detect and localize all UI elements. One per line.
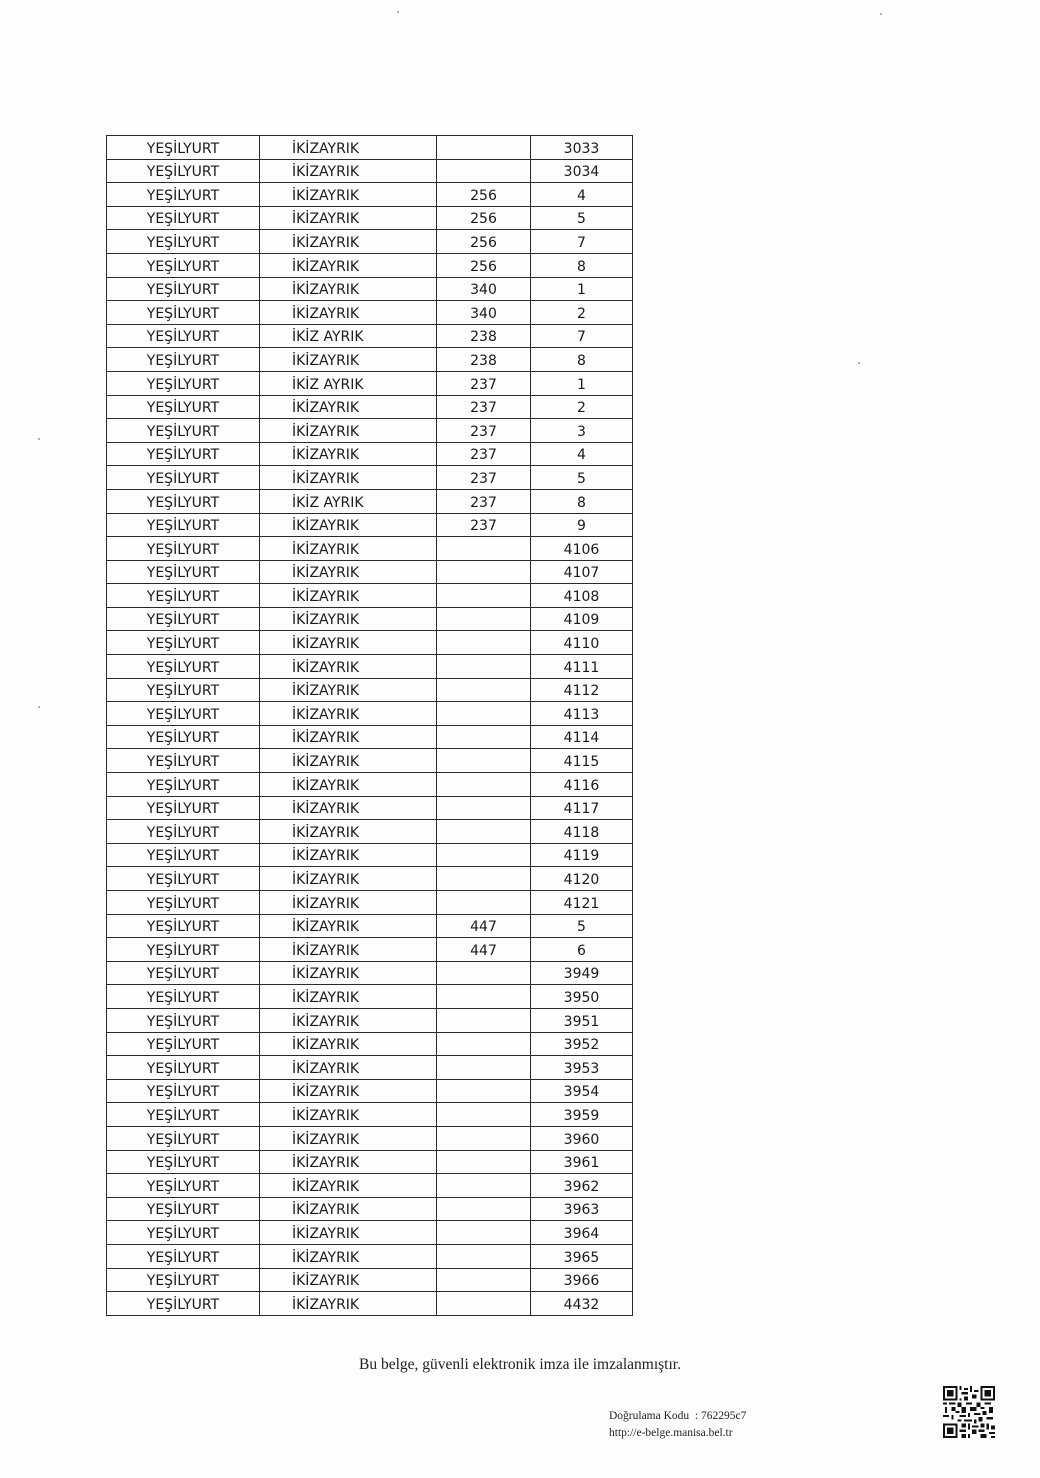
table-row [107, 1008, 633, 1032]
locality-cell: İKİZAYRIK [260, 395, 437, 419]
table-row [107, 1079, 633, 1103]
table-row [107, 1126, 633, 1150]
locality-cell: İKİZAYRIK [260, 206, 437, 230]
table-row [107, 1197, 633, 1221]
neighbourhood-cell: YEŞİLYURT [107, 1221, 260, 1245]
neighbourhood-cell: YEŞİLYURT [107, 230, 260, 254]
locality-cell: İKİZAYRIK [260, 773, 437, 797]
locality-cell: İKİZ AYRIK [260, 489, 437, 513]
parcel-cell: 3962 [531, 1174, 633, 1198]
neighbourhood-cell: YEŞİLYURT [107, 1174, 260, 1198]
locality-cell: İKİZAYRIK [260, 1079, 437, 1103]
parcel-cell: 8 [531, 348, 633, 372]
locality-cell: İKİZAYRIK [260, 867, 437, 891]
neighbourhood-cell: YEŞİLYURT [107, 277, 260, 301]
locality-cell: İKİZAYRIK [260, 513, 437, 537]
table-row [107, 1103, 633, 1127]
parcel-cell: 4108 [531, 584, 633, 608]
block-cell: 237 [437, 419, 531, 443]
parcel-cell: 3033 [531, 136, 633, 160]
parcel-cell: 5 [531, 206, 633, 230]
table-row [107, 1056, 633, 1080]
parcel-cell: 4117 [531, 796, 633, 820]
neighbourhood-cell: YEŞİLYURT [107, 914, 260, 938]
parcel-cell: 3953 [531, 1056, 633, 1080]
table-row [107, 324, 633, 348]
table-row [107, 395, 633, 419]
block-cell [437, 678, 531, 702]
e-signature-note: Bu belge, güvenli elektronik imza ile imzalanmıştır. [359, 1356, 681, 1373]
locality-cell: İKİZAYRIK [260, 419, 437, 443]
locality-cell: İKİZAYRIK [260, 1126, 437, 1150]
parcel-cell: 2 [531, 395, 633, 419]
scan-speck [858, 362, 860, 364]
parcel-cell: 8 [531, 489, 633, 513]
block-cell [437, 607, 531, 631]
parcel-cell: 5 [531, 914, 633, 938]
table-row [107, 466, 633, 490]
table-row [107, 961, 633, 985]
parcel-cell: 3959 [531, 1103, 633, 1127]
parcel-cell: 4118 [531, 820, 633, 844]
locality-cell: İKİZAYRIK [260, 749, 437, 773]
neighbourhood-cell: YEŞİLYURT [107, 136, 260, 160]
table-row [107, 655, 633, 679]
block-cell: 237 [437, 489, 531, 513]
neighbourhood-cell: YEŞİLYURT [107, 253, 260, 277]
block-cell [437, 1197, 531, 1221]
block-cell [437, 1056, 531, 1080]
table-row [107, 206, 633, 230]
table-row [107, 1150, 633, 1174]
parcel-cell: 4107 [531, 560, 633, 584]
neighbourhood-cell: YEŞİLYURT [107, 395, 260, 419]
neighbourhood-cell: YEŞİLYURT [107, 796, 260, 820]
block-cell [437, 749, 531, 773]
block-cell [437, 773, 531, 797]
parcel-cell: 3034 [531, 159, 633, 183]
locality-cell: İKİZ AYRIK [260, 324, 437, 348]
neighbourhood-cell: YEŞİLYURT [107, 1079, 260, 1103]
verification-code-separator: : [692, 1410, 701, 1422]
parcel-cell: 4111 [531, 655, 633, 679]
block-cell: 237 [437, 371, 531, 395]
locality-cell: İKİZAYRIK [260, 1221, 437, 1245]
table-row [107, 607, 633, 631]
locality-cell: İKİZAYRIK [260, 1244, 437, 1268]
locality-cell: İKİZAYRIK [260, 1292, 437, 1316]
neighbourhood-cell: YEŞİLYURT [107, 442, 260, 466]
locality-cell: İKİZAYRIK [260, 655, 437, 679]
neighbourhood-cell: YEŞİLYURT [107, 1268, 260, 1292]
parcel-cell: 3964 [531, 1221, 633, 1245]
table-row [107, 183, 633, 207]
neighbourhood-cell: YEŞİLYURT [107, 702, 260, 726]
parcel-cell: 1 [531, 277, 633, 301]
verification-url[interactable]: http://e-belge.manisa.bel.tr [609, 1427, 733, 1439]
table-row [107, 1268, 633, 1292]
parcel-cell: 4432 [531, 1292, 633, 1316]
block-cell [437, 1079, 531, 1103]
table-row [107, 584, 633, 608]
parcel-cell: 3960 [531, 1126, 633, 1150]
locality-cell: İKİZAYRIK [260, 702, 437, 726]
neighbourhood-cell: YEŞİLYURT [107, 513, 260, 537]
neighbourhood-cell: YEŞİLYURT [107, 206, 260, 230]
locality-cell: İKİZAYRIK [260, 985, 437, 1009]
table-row [107, 230, 633, 254]
parcel-cell: 7 [531, 324, 633, 348]
parcel-cell: 4 [531, 442, 633, 466]
parcel-cell: 3951 [531, 1008, 633, 1032]
scan-speck [397, 11, 399, 13]
neighbourhood-cell: YEŞİLYURT [107, 820, 260, 844]
neighbourhood-cell: YEŞİLYURT [107, 655, 260, 679]
neighbourhood-cell: YEŞİLYURT [107, 725, 260, 749]
parcel-cell: 3950 [531, 985, 633, 1009]
parcel-cell: 3963 [531, 1197, 633, 1221]
block-cell [437, 1008, 531, 1032]
locality-cell: İKİZAYRIK [260, 725, 437, 749]
locality-cell: İKİZAYRIK [260, 678, 437, 702]
neighbourhood-cell: YEŞİLYURT [107, 301, 260, 325]
parcel-cell: 9 [531, 513, 633, 537]
neighbourhood-cell: YEŞİLYURT [107, 1197, 260, 1221]
parcel-cell: 4112 [531, 678, 633, 702]
block-cell [437, 631, 531, 655]
table-row [107, 560, 633, 584]
locality-cell: İKİZAYRIK [260, 1197, 437, 1221]
scan-speck [880, 13, 882, 15]
block-cell: 238 [437, 324, 531, 348]
locality-cell: İKİZAYRIK [260, 301, 437, 325]
table-row [107, 489, 633, 513]
table-row [107, 371, 633, 395]
block-cell [437, 796, 531, 820]
locality-cell: İKİZAYRIK [260, 277, 437, 301]
parcel-cell: 3965 [531, 1244, 633, 1268]
neighbourhood-cell: YEŞİLYURT [107, 1244, 260, 1268]
table-row [107, 631, 633, 655]
neighbourhood-cell: YEŞİLYURT [107, 773, 260, 797]
parcel-cell: 4110 [531, 631, 633, 655]
neighbourhood-cell: YEŞİLYURT [107, 891, 260, 915]
neighbourhood-cell: YEŞİLYURT [107, 1056, 260, 1080]
neighbourhood-cell: YEŞİLYURT [107, 1008, 260, 1032]
block-cell [437, 1244, 531, 1268]
block-cell: 340 [437, 277, 531, 301]
neighbourhood-cell: YEŞİLYURT [107, 159, 260, 183]
neighbourhood-cell: YEŞİLYURT [107, 1103, 260, 1127]
locality-cell: İKİZAYRIK [260, 607, 437, 631]
neighbourhood-cell: YEŞİLYURT [107, 631, 260, 655]
locality-cell: İKİZAYRIK [260, 891, 437, 915]
neighbourhood-cell: YEŞİLYURT [107, 348, 260, 372]
locality-cell: İKİZAYRIK [260, 253, 437, 277]
table-row [107, 867, 633, 891]
table-row [107, 843, 633, 867]
parcel-table-body [107, 136, 633, 1316]
table-row [107, 725, 633, 749]
table-row [107, 702, 633, 726]
parcel-cell: 4115 [531, 749, 633, 773]
block-cell: 340 [437, 301, 531, 325]
table-row [107, 537, 633, 561]
locality-cell: İKİZAYRIK [260, 1103, 437, 1127]
verification-code-row [609, 1408, 746, 1425]
neighbourhood-cell: YEŞİLYURT [107, 1032, 260, 1056]
neighbourhood-cell: YEŞİLYURT [107, 678, 260, 702]
parcel-cell: 3954 [531, 1079, 633, 1103]
table-row [107, 253, 633, 277]
neighbourhood-cell: YEŞİLYURT [107, 985, 260, 1009]
block-cell: 237 [437, 395, 531, 419]
neighbourhood-cell: YEŞİLYURT [107, 489, 260, 513]
table-row [107, 442, 633, 466]
parcel-cell: 4109 [531, 607, 633, 631]
locality-cell: İKİZAYRIK [260, 466, 437, 490]
parcel-cell: 4113 [531, 702, 633, 726]
block-cell [437, 560, 531, 584]
block-cell: 238 [437, 348, 531, 372]
neighbourhood-cell: YEŞİLYURT [107, 183, 260, 207]
block-cell: 237 [437, 442, 531, 466]
neighbourhood-cell: YEŞİLYURT [107, 867, 260, 891]
neighbourhood-cell: YEŞİLYURT [107, 961, 260, 985]
parcel-cell: 5 [531, 466, 633, 490]
verification-code-label: Doğrulama Kodu [609, 1410, 690, 1422]
table-row [107, 820, 633, 844]
locality-cell: İKİZAYRIK [260, 560, 437, 584]
parcel-cell: 4120 [531, 867, 633, 891]
locality-cell: İKİZAYRIK [260, 796, 437, 820]
locality-cell: İKİZAYRIK [260, 843, 437, 867]
locality-cell: İKİZAYRIK [260, 348, 437, 372]
table-row [107, 985, 633, 1009]
block-cell [437, 702, 531, 726]
parcel-cell: 8 [531, 253, 633, 277]
locality-cell: İKİZAYRIK [260, 1056, 437, 1080]
locality-cell: İKİZAYRIK [260, 961, 437, 985]
parcel-cell: 2 [531, 301, 633, 325]
neighbourhood-cell: YEŞİLYURT [107, 843, 260, 867]
block-cell [437, 136, 531, 160]
locality-cell: İKİZAYRIK [260, 938, 437, 962]
block-cell [437, 1150, 531, 1174]
neighbourhood-cell: YEŞİLYURT [107, 607, 260, 631]
table-row [107, 1032, 633, 1056]
table-row [107, 796, 633, 820]
locality-cell: İKİZAYRIK [260, 1268, 437, 1292]
locality-cell: İKİZAYRIK [260, 1150, 437, 1174]
locality-cell: İKİZAYRIK [260, 820, 437, 844]
locality-cell: İKİZAYRIK [260, 1174, 437, 1198]
neighbourhood-cell: YEŞİLYURT [107, 324, 260, 348]
block-cell [437, 820, 531, 844]
parcel-cell: 3952 [531, 1032, 633, 1056]
table-row [107, 136, 633, 160]
parcel-cell: 4119 [531, 843, 633, 867]
table-row [107, 419, 633, 443]
neighbourhood-cell: YEŞİLYURT [107, 560, 260, 584]
parcel-table [106, 135, 633, 1316]
scan-speck [38, 438, 40, 440]
parcel-cell: 3 [531, 419, 633, 443]
table-row [107, 159, 633, 183]
table-row [107, 678, 633, 702]
block-cell: 447 [437, 914, 531, 938]
locality-cell: İKİZAYRIK [260, 1032, 437, 1056]
block-cell: 447 [437, 938, 531, 962]
neighbourhood-cell: YEŞİLYURT [107, 749, 260, 773]
table-row [107, 749, 633, 773]
block-cell [437, 1174, 531, 1198]
locality-cell: İKİZAYRIK [260, 136, 437, 160]
block-cell [437, 655, 531, 679]
parcel-cell: 7 [531, 230, 633, 254]
block-cell [437, 725, 531, 749]
locality-cell: İKİZAYRIK [260, 183, 437, 207]
table-row [107, 938, 633, 962]
block-cell: 237 [437, 466, 531, 490]
block-cell: 256 [437, 253, 531, 277]
neighbourhood-cell: YEŞİLYURT [107, 419, 260, 443]
locality-cell: İKİZAYRIK [260, 914, 437, 938]
locality-cell: İKİZAYRIK [260, 442, 437, 466]
neighbourhood-cell: YEŞİLYURT [107, 1292, 260, 1316]
locality-cell: İKİZAYRIK [260, 631, 437, 655]
block-cell [437, 961, 531, 985]
parcel-cell: 6 [531, 938, 633, 962]
parcel-cell: 4 [531, 183, 633, 207]
table-row [107, 1244, 633, 1268]
neighbourhood-cell: YEŞİLYURT [107, 466, 260, 490]
block-cell [437, 843, 531, 867]
table-row [107, 1174, 633, 1198]
neighbourhood-cell: YEŞİLYURT [107, 584, 260, 608]
block-cell [437, 891, 531, 915]
block-cell [437, 1292, 531, 1316]
neighbourhood-cell: YEŞİLYURT [107, 537, 260, 561]
qr-code-icon [943, 1386, 995, 1438]
locality-cell: İKİZAYRIK [260, 584, 437, 608]
block-cell [437, 985, 531, 1009]
parcel-cell: 3949 [531, 961, 633, 985]
table-row [107, 301, 633, 325]
parcel-cell: 4121 [531, 891, 633, 915]
parcel-cell: 4116 [531, 773, 633, 797]
parcel-cell: 4106 [531, 537, 633, 561]
block-cell [437, 159, 531, 183]
neighbourhood-cell: YEŞİLYURT [107, 938, 260, 962]
locality-cell: İKİZAYRIK [260, 1008, 437, 1032]
neighbourhood-cell: YEŞİLYURT [107, 371, 260, 395]
block-cell [437, 1032, 531, 1056]
block-cell: 256 [437, 230, 531, 254]
table-row [107, 348, 633, 372]
block-cell: 256 [437, 206, 531, 230]
block-cell [437, 584, 531, 608]
block-cell: 237 [437, 513, 531, 537]
block-cell [437, 1126, 531, 1150]
block-cell [437, 1268, 531, 1292]
block-cell [437, 537, 531, 561]
table-row [107, 277, 633, 301]
parcel-cell: 1 [531, 371, 633, 395]
parcel-cell: 3966 [531, 1268, 633, 1292]
locality-cell: İKİZAYRIK [260, 159, 437, 183]
neighbourhood-cell: YEŞİLYURT [107, 1150, 260, 1174]
table-row [107, 891, 633, 915]
block-cell: 256 [437, 183, 531, 207]
table-row [107, 513, 633, 537]
parcel-cell: 4114 [531, 725, 633, 749]
locality-cell: İKİZ AYRIK [260, 371, 437, 395]
verification-block [609, 1408, 746, 1442]
table-row [107, 1221, 633, 1245]
table-row [107, 773, 633, 797]
table-row [107, 914, 633, 938]
scan-speck [38, 706, 40, 708]
locality-cell: İKİZAYRIK [260, 537, 437, 561]
block-cell [437, 1103, 531, 1127]
block-cell [437, 867, 531, 891]
table-row [107, 1292, 633, 1316]
verification-code-value: 762295c7 [701, 1410, 747, 1422]
parcel-cell: 3961 [531, 1150, 633, 1174]
neighbourhood-cell: YEŞİLYURT [107, 1126, 260, 1150]
locality-cell: İKİZAYRIK [260, 230, 437, 254]
block-cell [437, 1221, 531, 1245]
